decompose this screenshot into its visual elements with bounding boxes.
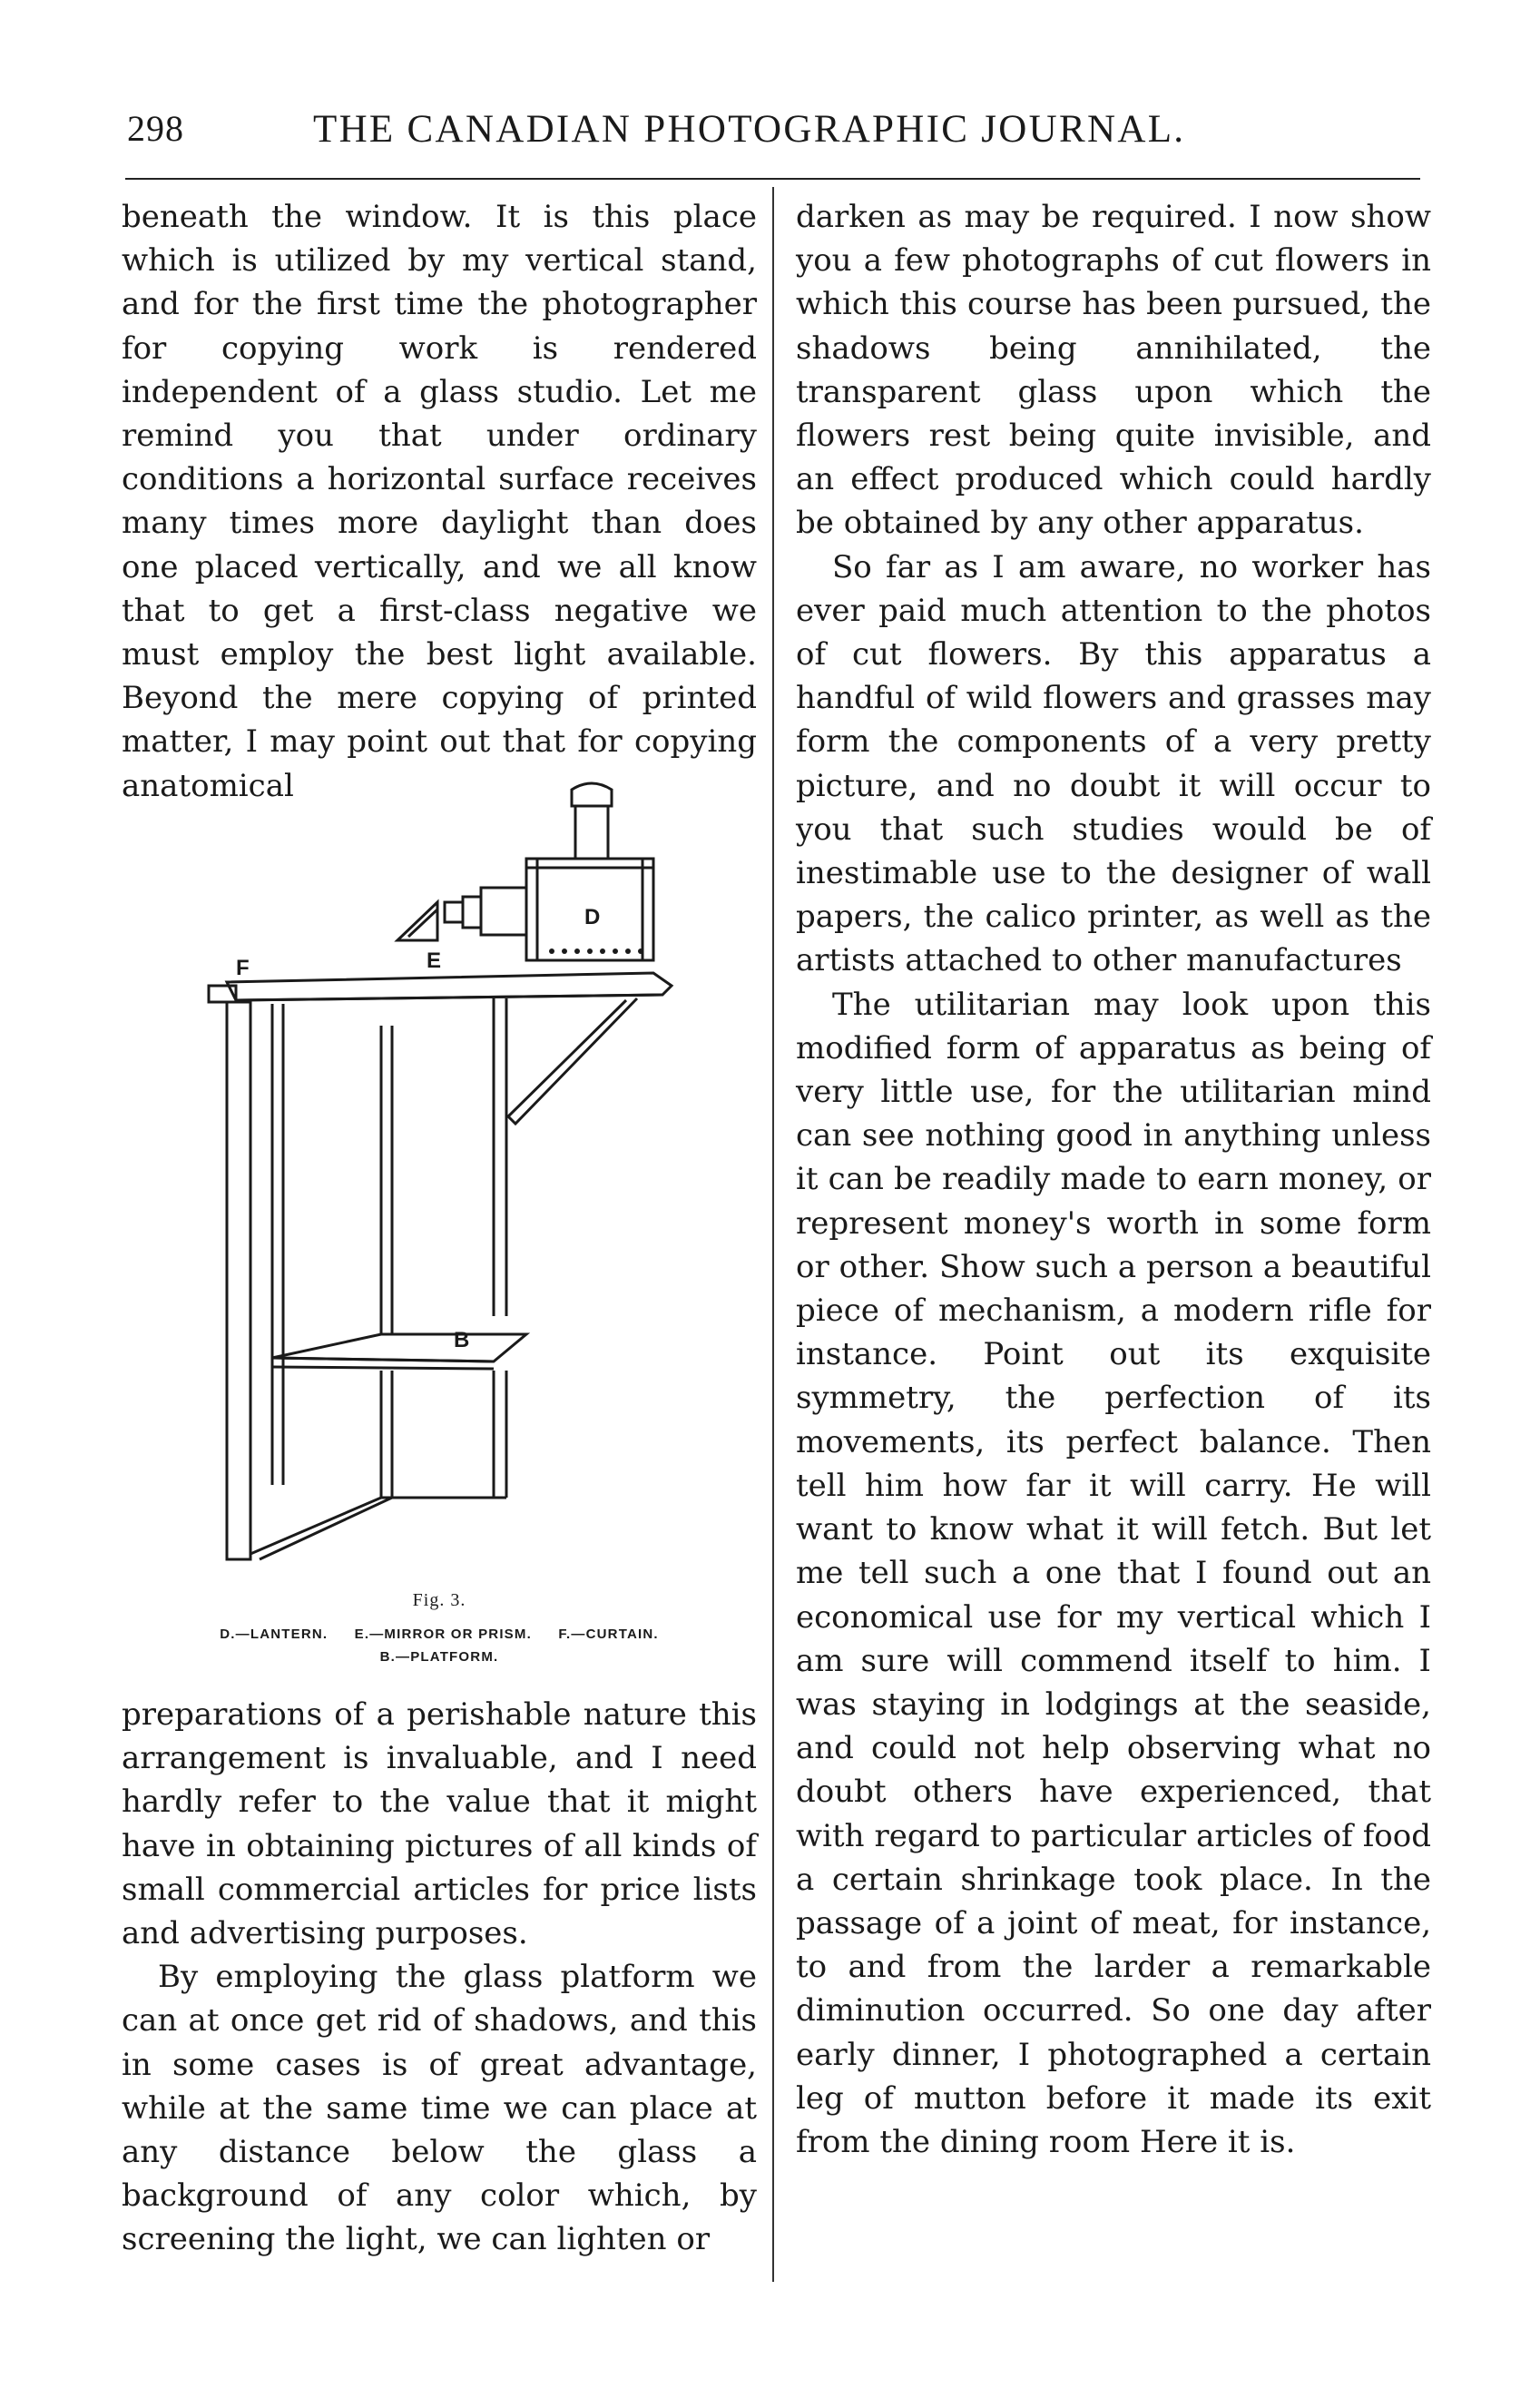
mirror-prism xyxy=(397,902,437,940)
figure-caption-legend xyxy=(122,1623,757,1668)
paragraph: preparations of a perishable nature this arrangement is invaluable, and I need hardly refer to the value that it might have in obtaining pictures of all kinds of small commercial articles for price lists and advertising purposes. xyxy=(122,1696,757,1952)
lens-tube xyxy=(481,888,526,935)
figure-label-lantern: D xyxy=(584,905,601,929)
lantern-chimney-body xyxy=(575,806,608,859)
side-bracket xyxy=(508,998,637,1124)
legend-lantern: D.—LANTERN. xyxy=(220,1627,329,1642)
left-column-bottom-text xyxy=(122,1693,757,2262)
figure-label-platform: B xyxy=(454,1328,470,1352)
header-rule xyxy=(125,178,1420,180)
lantern-chimney xyxy=(572,783,612,806)
paragraph: By employing the glass platform we can at once get rid of shadows, and this in some cases is of great advantage, while at the same time we can place at any distance below the glass a background of any color which, by screening the light, we can lighten or xyxy=(122,1959,757,2258)
column-divider xyxy=(772,187,774,2282)
legend-curtain: F.—CURTAIN. xyxy=(558,1627,659,1642)
page-number: 298 xyxy=(127,108,184,149)
paragraph: beneath the window. It is this place which is utilized by my vertical stand, and for the first time the photographer for copying work is rendered independent of a glass studio. Let me remind you that under ordinary conditions a horizontal surface receives many times more daylight than does one placed vertically, and we all know that to get a first-class negative we must employ the best light available. Beyond the mere copying of printed matter, I may point out that for copying anatomical xyxy=(122,199,757,804)
left-column-top-text xyxy=(122,195,757,808)
legend-platform: B.—PLATFORM. xyxy=(379,1649,499,1665)
bottom-brace xyxy=(250,1498,392,1559)
left-post xyxy=(227,1002,250,1559)
paragraph: darken as may be required. I now show you a few photographs of cut flowers in which this course has been pursued, the shadows being annihilated, the transparent glass upon which the flowers rest being quite invisible, and an effect produced which could hardly be obtained by any other apparatus. xyxy=(796,199,1431,542)
journal-title: THE CANADIAN PHOTOGRAPHIC JOURNAL. xyxy=(313,108,1186,151)
page-header xyxy=(127,107,1234,162)
figure-label-mirror: E xyxy=(427,948,442,973)
right-column-text xyxy=(796,195,1431,2164)
vertical-stand-figure xyxy=(200,781,708,1579)
paragraph: The utilitarian may look upon this modified form of apparatus as being of very little use, for the utilitarian mind can see nothing good in anything unless it can be readily made to earn money, or represent money's worth in some form or other. Show such a person a beautiful piece of mechanism, a modern rifle for instance. Point out its exquisite symmetry, the perfection of its movements, its perfect balance. Then tell him how far it will carry. He will want to know what it will fetch. But let me tell such a one that I found out an economical use for my vertical which I am sure will commend itself to him. I was staying in lodgings at the seaside, and could not help observing what no doubt others have experienced, that with regard to particular articles of food a certain shrinkage took place. In the passage of a joint of meat, for instance, to and from the larder a remarkable diminution occurred. So one day after early dinner, I photographed a certain leg of mutton before it made its exit from the dining room Here it is. xyxy=(796,986,1431,2160)
legend-mirror: E.—MIRROR OR PRISM. xyxy=(354,1627,532,1642)
figure-caption-title: Fig. 3. xyxy=(412,1590,466,1610)
paragraph: So far as I am aware, no worker has ever paid much attention to the photos of cut flowers. By this apparatus a handful of wild flowers and grasses may form the components of a very pretty picture, and no doubt it will occur to you that such studies would be of inestimable use to the designer of wall papers, the calico printer, as well as the artists attached to other manufactures xyxy=(796,548,1431,979)
lantern-base-dots xyxy=(549,948,643,954)
figure-label-curtain: F xyxy=(236,956,250,980)
